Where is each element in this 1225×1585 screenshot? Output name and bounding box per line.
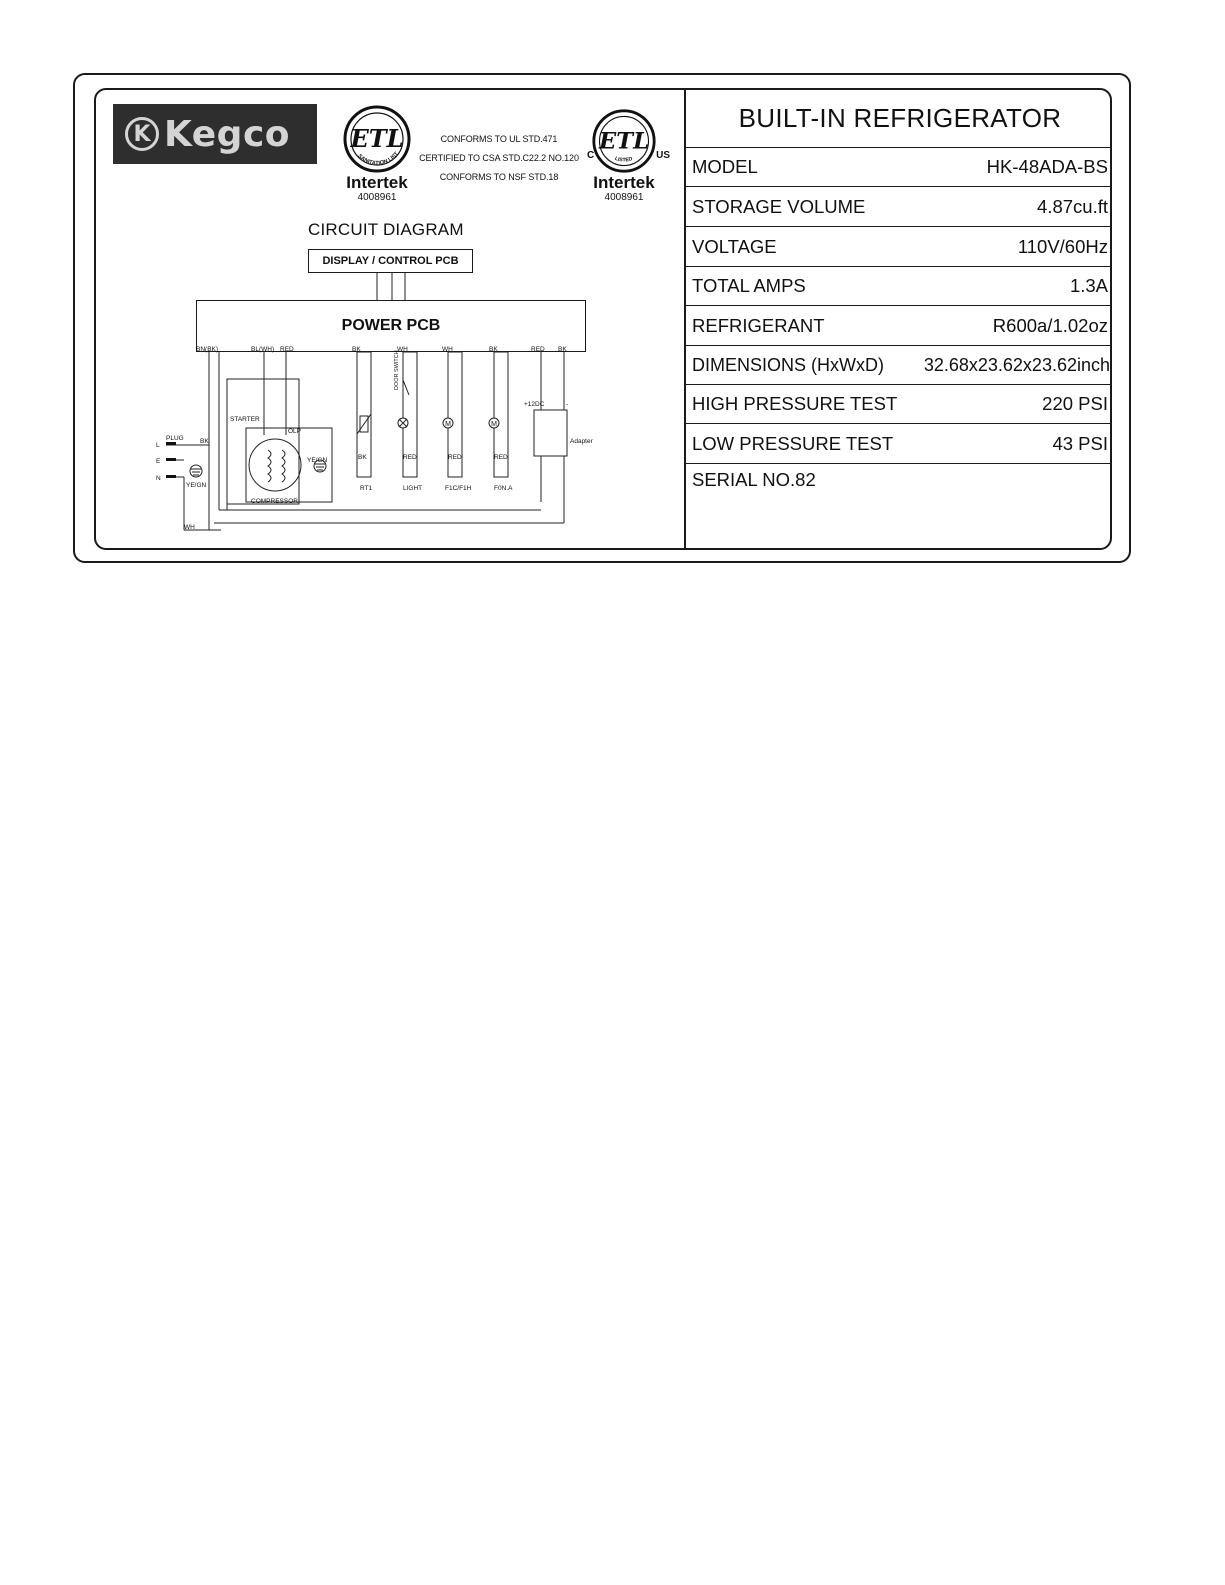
svg-text:ETL: ETL bbox=[599, 128, 649, 155]
logo-mark-icon: K bbox=[125, 117, 159, 151]
cert-number: 4008961 bbox=[604, 192, 644, 203]
door-switch-label: DOOR SWITCH bbox=[394, 350, 400, 390]
compressor-label: COMPRESSOR bbox=[251, 498, 298, 505]
spec-value: 1.3A bbox=[1069, 275, 1108, 296]
plus-12dc-label: +12DC bbox=[524, 401, 545, 408]
svg-text:ETL: ETL bbox=[350, 124, 404, 153]
spec-label: HIGH PRESSURE TEST bbox=[692, 393, 898, 414]
rating-label bbox=[94, 88, 1112, 550]
conformance-line: CONFORMS TO NSF STD.18 bbox=[439, 172, 559, 182]
fona-label: F0N.A bbox=[494, 485, 513, 492]
spec-row-low-pressure-test bbox=[686, 424, 1112, 464]
rt1-wire-label: BK bbox=[358, 454, 367, 461]
spec-value: 43 PSI bbox=[1052, 432, 1108, 454]
light-wire-label: RED bbox=[403, 454, 417, 461]
conformance-line: CERTIFIED TO CSA STD.C22.2 NO.120 bbox=[419, 153, 579, 163]
cert-name: Intertek bbox=[346, 173, 408, 192]
f1c-wire-label: RED bbox=[448, 454, 462, 461]
power-pcb-title: POWER PCB bbox=[341, 317, 441, 334]
minus-label: - bbox=[566, 401, 569, 408]
fan-motor-icon: M bbox=[445, 421, 451, 428]
cert-number: 4008961 bbox=[357, 192, 397, 203]
circuit-diagram-title: CIRCUIT DIAGRAM bbox=[308, 220, 464, 239]
product-title: BUILT-IN REFRIGERATOR bbox=[686, 90, 1112, 148]
spec-row-dimensions bbox=[686, 346, 1112, 385]
terminal-label: WH bbox=[397, 346, 408, 353]
spec-row-total-amps bbox=[686, 267, 1112, 306]
light-label: LIGHT bbox=[403, 485, 423, 492]
cert-c-prefix: C bbox=[587, 150, 595, 161]
terminal-label: BK bbox=[558, 346, 567, 353]
spec-row-refrigerant bbox=[686, 306, 1112, 346]
circuit-wiring bbox=[96, 90, 686, 550]
fan-motor-icon: M bbox=[491, 421, 497, 428]
f1c-f1h-label: F1C/F1H bbox=[445, 485, 472, 492]
terminal-label: WH bbox=[442, 346, 453, 353]
spec-row-voltage bbox=[686, 227, 1112, 267]
neutral-n-label: N bbox=[156, 475, 161, 482]
conformance-line: CONFORMS TO UL STD.471 bbox=[440, 134, 558, 144]
terminal-label: RED bbox=[280, 346, 294, 353]
terminal-label: BK bbox=[352, 346, 361, 353]
cert-us-suffix: US bbox=[656, 150, 670, 161]
spec-label: STORAGE VOLUME bbox=[692, 195, 866, 217]
wire-yegn-label: YE/GN bbox=[186, 482, 207, 489]
adapter-label: Adapter bbox=[570, 438, 593, 445]
terminal-label: BN(BK) bbox=[196, 346, 219, 353]
terminal-label: RED bbox=[531, 346, 545, 353]
spec-label: DIMENSIONS (HxWxD) bbox=[692, 354, 884, 375]
spec-value: 32.68x23.62x23.62inch bbox=[923, 354, 1110, 375]
spec-value: 220 PSI bbox=[1042, 393, 1108, 414]
display-control-pcb: DISPLAY / CONTROL PCB bbox=[308, 249, 473, 273]
line-l-label: L bbox=[156, 442, 160, 449]
plug-label: PLUG bbox=[166, 435, 184, 442]
spec-label: TOTAL AMPS bbox=[692, 275, 806, 296]
spec-value: 4.87cu.ft bbox=[1037, 195, 1108, 217]
compressor-yegn-label: YE/GN bbox=[307, 457, 328, 464]
spec-row-high-pressure-test bbox=[686, 385, 1112, 424]
svg-text:LISTED: LISTED bbox=[613, 155, 634, 164]
terminal-label: BL(WH) bbox=[251, 346, 275, 353]
wire-wh-label: WH bbox=[184, 524, 195, 531]
logo-text: Kegco bbox=[164, 113, 291, 155]
spec-row-storage-volume bbox=[686, 187, 1112, 227]
fona-wire-label: RED bbox=[494, 454, 508, 461]
spec-row-model bbox=[686, 148, 1112, 187]
spec-label: LOW PRESSURE TEST bbox=[692, 432, 894, 454]
terminal-label: BK bbox=[489, 346, 498, 353]
olp-label: OLP bbox=[288, 428, 302, 435]
svg-text:SANITATION LISTED: SANITATION LIST bbox=[356, 151, 400, 167]
starter-label: STARTER bbox=[230, 416, 260, 423]
spec-label: VOLTAGE bbox=[692, 235, 777, 257]
spec-value: 110V/60Hz bbox=[1017, 235, 1108, 257]
spec-label: MODEL bbox=[692, 156, 758, 177]
rt1-label: RT1 bbox=[360, 485, 373, 492]
earth-e-label: E bbox=[156, 458, 161, 465]
wire-bk-label: BK bbox=[200, 438, 209, 445]
spec-value: HK-48ADA-BS bbox=[986, 156, 1108, 177]
spec-value: R600a/1.02oz bbox=[992, 314, 1108, 336]
cert-name: Intertek bbox=[593, 173, 655, 192]
spec-label: REFRIGERANT bbox=[692, 314, 825, 336]
serial-number: SERIAL NO.82 bbox=[692, 469, 816, 490]
